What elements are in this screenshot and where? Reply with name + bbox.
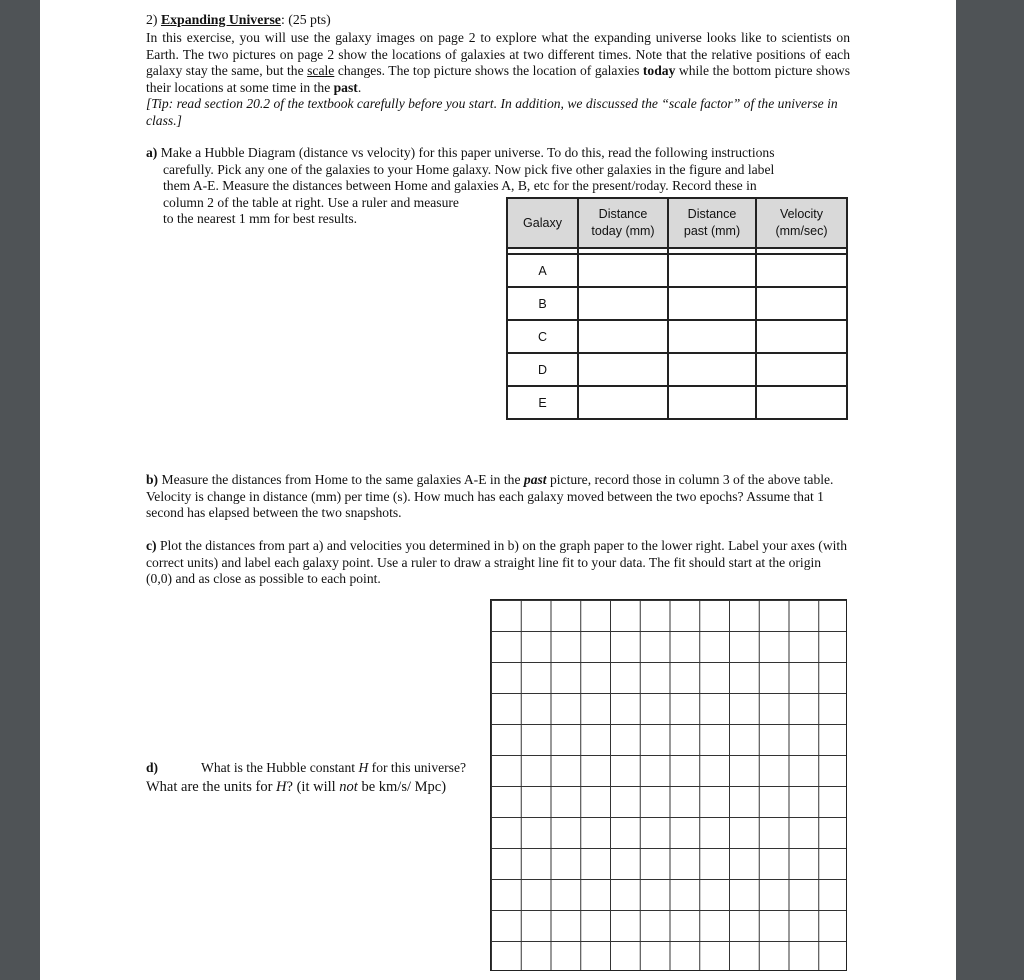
table-row: [507, 254, 847, 287]
galaxy-data-table: [506, 197, 848, 420]
distance-past-cell[interactable]: [668, 353, 756, 386]
velocity-cell[interactable]: [756, 353, 847, 386]
table-row: [507, 287, 847, 320]
distance-past-cell[interactable]: [668, 254, 756, 287]
table-row: [507, 353, 847, 386]
distance-today-cell[interactable]: [578, 254, 668, 287]
col-header-galaxy: Galaxy: [507, 198, 578, 248]
past-emphasis: past: [523, 472, 547, 487]
distance-past-cell[interactable]: [668, 287, 756, 320]
distance-today-cell[interactable]: [578, 320, 668, 353]
section-heading: Expanding Universe: [160, 12, 281, 27]
galaxy-label-cell: D: [507, 353, 578, 386]
scale-word: scale: [307, 63, 335, 79]
section-number: 2): [146, 12, 158, 27]
part-b-label: b): [146, 472, 159, 487]
distance-past-cell[interactable]: [668, 320, 756, 353]
part-b-instructions: b) Measure the distances from Home to the same galaxies A-E in the past picture, record those in column 3 of the above table. Velocity is change in distance (mm) per time (s). How much has each galaxy moved between the two epochs? Assume that 1 second has elapsed between the two snapshots.: [146, 472, 834, 521]
galaxy-label-cell: B: [507, 287, 578, 320]
part-a-label: a): [146, 145, 158, 160]
distance-today-cell[interactable]: [578, 287, 668, 320]
graph-paper-grid[interactable]: [490, 599, 847, 971]
part-d-question: d) What is the Hubble constant H for this universe? What are the units for H? (it will not be km/s/ Mpc): [146, 760, 467, 795]
part-c-instructions: c) Plot the distances from part a) and velocities you determined in b) on the graph paper to the lower right. Label your axes (with correct units) and label each galaxy point. Use a ruler to draw a straight line fit to your data. The fit should start at the origin (0,0) and as close as possible to each point.: [146, 538, 847, 587]
part-c-label: c): [146, 538, 157, 553]
velocity-cell[interactable]: [756, 287, 847, 320]
distance-today-cell[interactable]: [578, 353, 668, 386]
velocity-cell[interactable]: [756, 386, 847, 419]
section-title: [146, 12, 331, 29]
today-word: today: [642, 63, 676, 79]
galaxy-label-cell: A: [507, 254, 578, 287]
velocity-cell[interactable]: [756, 320, 847, 353]
galaxy-label-cell: E: [507, 386, 578, 419]
galaxy-label-cell: C: [507, 320, 578, 353]
distance-past-cell[interactable]: [668, 386, 756, 419]
col-header-distance-past: Distance past (mm): [668, 198, 756, 248]
tip-note: [Tip: read section 20.2 of the textbook carefully before you start. In addition, we discussed the “scale factor” of the universe in class.]: [146, 96, 838, 128]
past-word: past: [333, 79, 358, 95]
intro-paragraph: In this exercise, you will use the galaxy images on page 2 to explore what the expanding universe looks like to scientists on Earth. The two pictures on page 2 show the locations of galaxies at two different times. Note that the relative positions of each galaxy stay the same, but the scale changes. The top picture shows the location of galaxies today while the bottom picture shows their locations at some time in the past.: [146, 30, 851, 95]
table-row: [507, 386, 847, 419]
worksheet-page: [40, 0, 956, 980]
table-row: [507, 320, 847, 353]
distance-today-cell[interactable]: [578, 386, 668, 419]
section-points: : (25 pts): [280, 12, 331, 27]
col-header-velocity: Velocity (mm/sec): [756, 198, 847, 248]
velocity-cell[interactable]: [756, 254, 847, 287]
part-a-instructions: a) Make a Hubble Diagram (distance vs velocity) for this paper universe. To do this, read the following instructions carefully. Pick any one of the galaxies to your Home galaxy. Now pick five other galaxies in the figure and label them A-E. Measure the distances between Home and galaxies A, B, etc for the present/roday. Record these in column 2 of the table at right. Use a ruler and measure to the nearest 1 mm for best results.: [146, 145, 775, 227]
col-header-distance-today: Distance today (mm): [578, 198, 668, 248]
part-d-label: d): [146, 760, 159, 775]
table-header-row: [507, 198, 847, 248]
